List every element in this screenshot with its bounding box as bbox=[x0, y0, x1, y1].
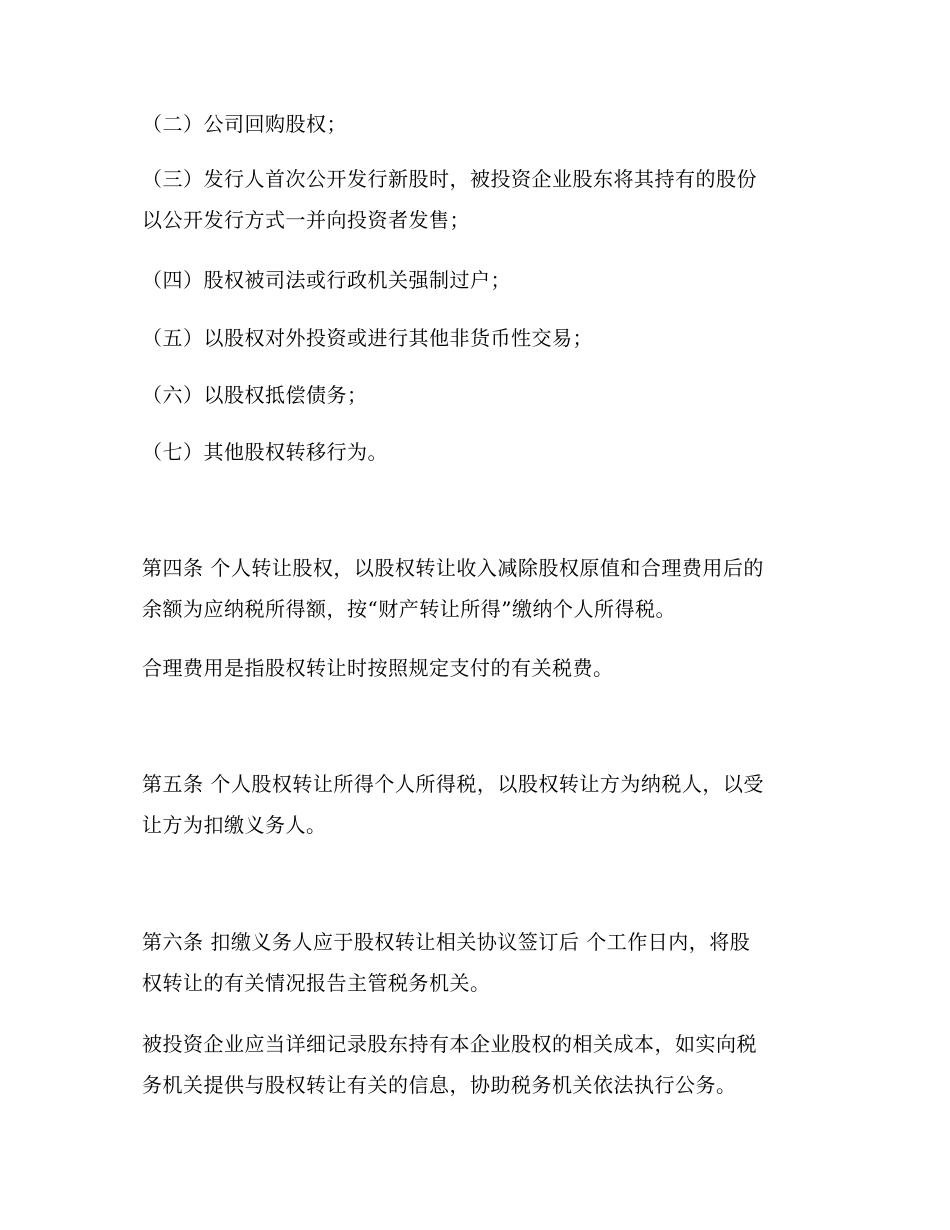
text-line: （四）股权被司法或行政机关强制过户； bbox=[142, 268, 511, 292]
text-line: （二）公司回购股权； bbox=[142, 112, 347, 136]
text-line: 务机关提供与股权转让有关的信息，协助税务机关依法执行公务。 bbox=[142, 1073, 737, 1097]
text-line: 让方为扣缴义务人。 bbox=[142, 813, 327, 837]
text-line: 第六条 扣缴义务人应于股权转让相关协议签订后 个工作日内，将股 bbox=[142, 930, 751, 954]
text-line: 第四条 个人转让股权，以股权转让收入减除股权原值和合理费用后的 bbox=[142, 556, 764, 580]
text-line: （五）以股权对外投资或进行其他非货币性交易； bbox=[142, 326, 593, 350]
text-line: 以公开发行方式一并向投资者发售； bbox=[142, 208, 470, 232]
text-line: 第五条 个人股权转让所得个人所得税，以股权转让方为纳税人，以受 bbox=[142, 772, 764, 796]
list-item-7 bbox=[142, 432, 822, 473]
list-item-3 bbox=[142, 159, 822, 241]
article-4 bbox=[142, 548, 822, 630]
list-item-4 bbox=[142, 260, 822, 301]
text-line: （六）以股权抵偿债务； bbox=[142, 383, 368, 407]
text-line: 合理费用是指股权转让时按照规定支付的有关税费。 bbox=[142, 656, 614, 680]
list-item-5 bbox=[142, 318, 822, 359]
article-4-note bbox=[142, 648, 822, 689]
article-6-note bbox=[142, 1024, 822, 1106]
list-item-6 bbox=[142, 375, 822, 416]
text-line: 被投资企业应当详细记录股东持有本企业股权的相关成本，如实向税 bbox=[142, 1032, 757, 1056]
list-item-2 bbox=[142, 104, 822, 145]
text-line: 权转让的有关情况报告主管税务机关。 bbox=[142, 971, 491, 995]
text-line: 余额为应纳税所得额，按“财产转让所得”缴纳个人所得税。 bbox=[142, 597, 676, 621]
text-line: （三）发行人首次公开发行新股时，被投资企业股东将其持有的股份 bbox=[142, 167, 757, 191]
article-6 bbox=[142, 922, 822, 1004]
text-line: （七）其他股权转移行为。 bbox=[142, 440, 388, 464]
article-5 bbox=[142, 764, 822, 846]
